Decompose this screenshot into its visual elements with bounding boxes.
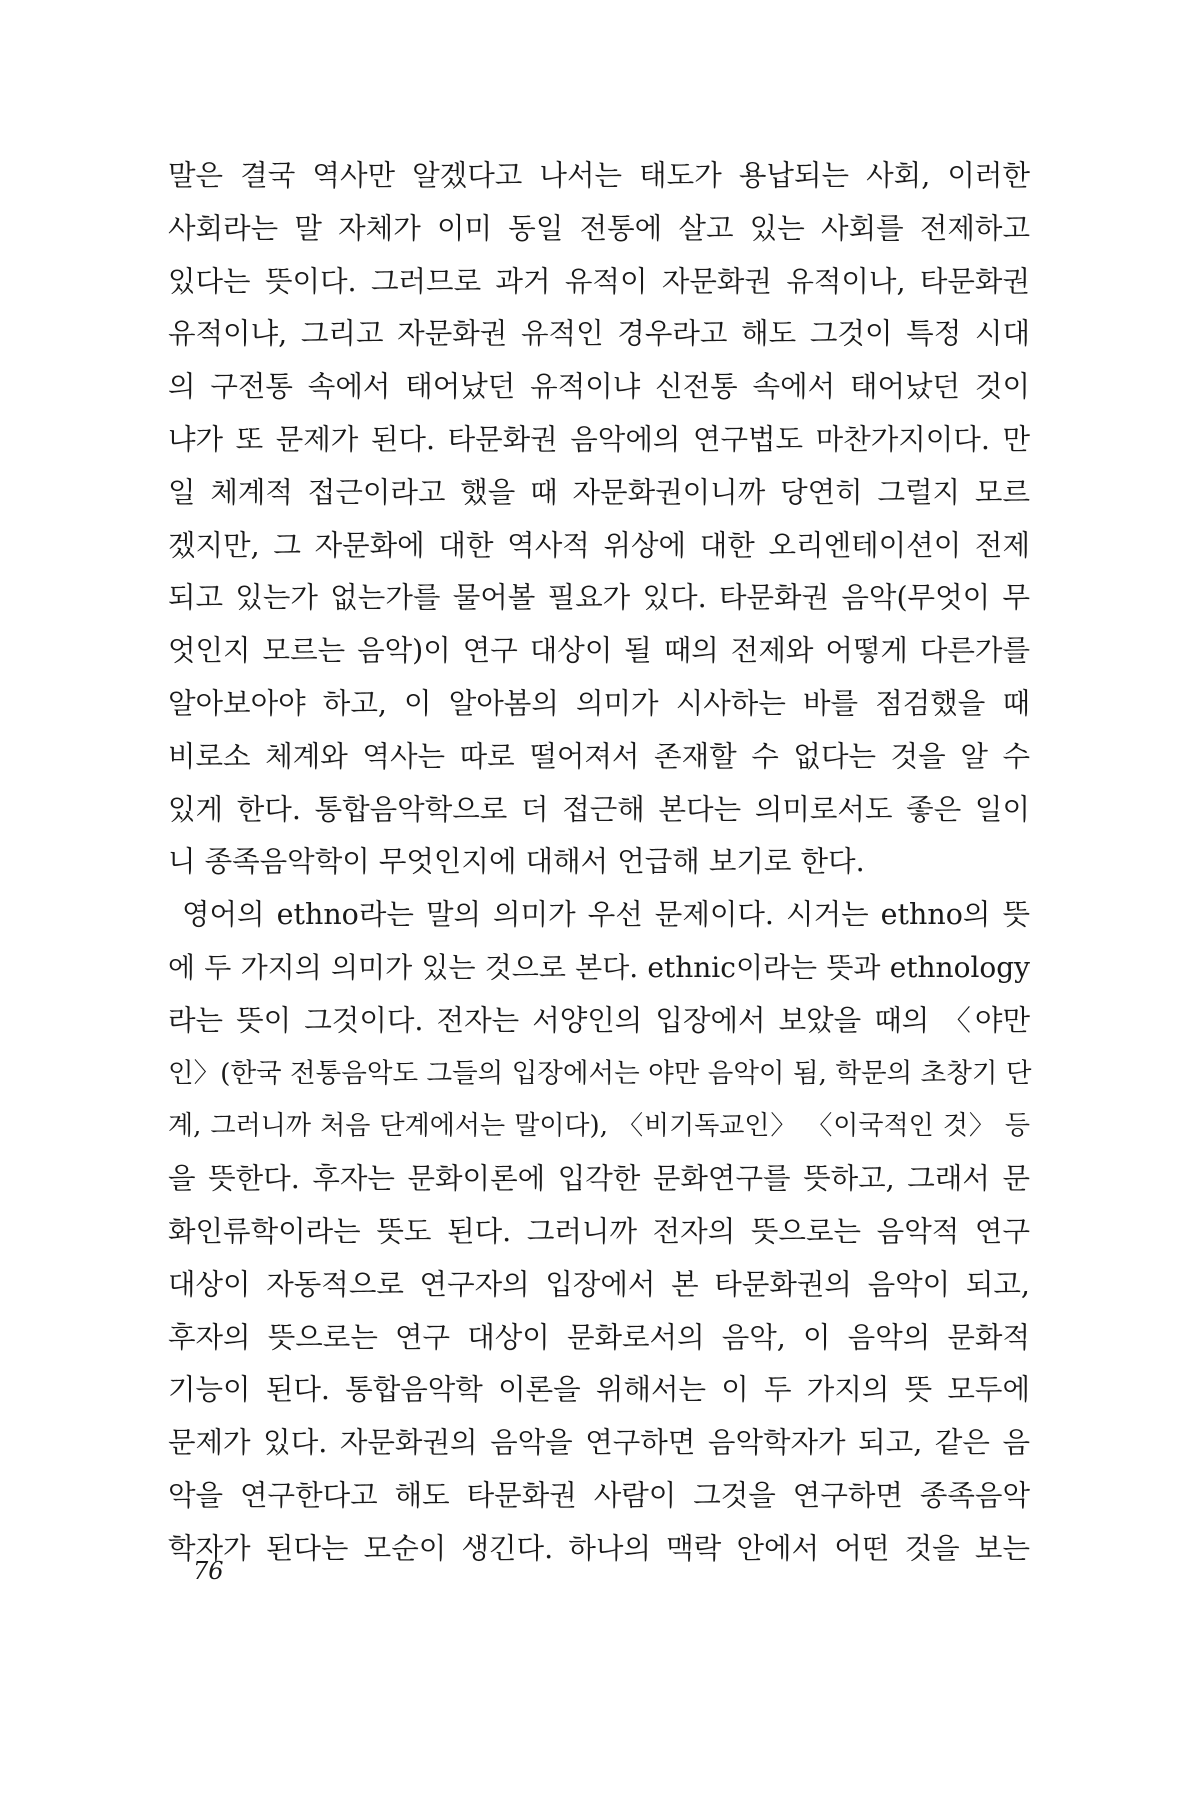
text-line: 학자가 된다는 모순이 생긴다. 하나의 맥락 안에서 어떤 것을 보는: [168, 1531, 1030, 1565]
paragraph-end-line: 니 종족음악학이 무엇인지에 대해서 언급해 보기로 한다.: [168, 845, 865, 879]
text-line: 기능이 된다. 통합음악학 이론을 위해서는 이 두 가지의 뜻 모두에: [168, 1373, 1030, 1407]
text-line: 을 뜻한다. 후자는 문화이론에 입각한 문화연구를 뜻하고, 그래서 문: [168, 1162, 1030, 1196]
text-line: 화인류학이라는 뜻도 된다. 그러니까 전자의 뜻으로는 음악적 연구: [168, 1214, 1030, 1248]
text-line: 문제가 있다. 자문화권의 음악을 연구하면 음악학자가 되고, 같은 음: [168, 1426, 1030, 1460]
text-line: 의 구전통 속에서 태어났던 유적이냐 신전통 속에서 태어났던 것이: [168, 370, 1030, 404]
text-line: 유적이냐, 그리고 자문화권 유적인 경우라고 해도 그것이 특정 시대: [168, 317, 1030, 351]
text-line: 악을 연구한다고 해도 타문화권 사람이 그것을 연구하면 종족음악: [168, 1478, 1030, 1512]
text-line: 알아보아야 하고, 이 알아봄의 의미가 시사하는 바를 점검했을 때: [168, 686, 1030, 720]
text-line: 후자의 뜻으로는 연구 대상이 문화로서의 음악, 이 음악의 문화적: [168, 1320, 1030, 1354]
text-line: 있게 한다. 통합음악학으로 더 접근해 본다는 의미로서도 좋은 일이: [168, 792, 1030, 826]
text-line: 에 두 가지의 의미가 있는 것으로 본다. ethnic이라는 뜻과 ethnology: [168, 950, 1030, 984]
text-line: 일 체계적 접근이라고 했을 때 자문화권이니까 당연히 그럴지 모르: [168, 475, 1030, 509]
text-line: 있다는 뜻이다. 그러므로 과거 유적이 자문화권 유적이나, 타문화권: [168, 264, 1030, 298]
text-line: 엇인지 모르는 음악)이 연구 대상이 될 때의 전제와 어떻게 다른가를: [168, 634, 1030, 668]
paragraph-start-line: 영어의 ethno라는 말의 의미가 우선 문제이다. 시거는 ethno의 뜻: [182, 898, 1030, 932]
text-line: 말은 결국 역사만 알겠다고 나서는 태도가 용납되는 사회, 이러한: [168, 159, 1030, 192]
text-line: 인〉(한국 전통음악도 그들의 입장에서는 야만 음악이 됨, 학문의 초창기 단: [168, 1057, 1032, 1089]
text-line: 대상이 자동적으로 연구자의 입장에서 본 타문화권의 음악이 되고,: [168, 1267, 1030, 1301]
body-text: [168, 150, 1030, 1576]
text-line: 계, 그러니까 처음 단계에서는 말이다), 〈비기독교인〉 〈이국적인 것〉 등: [168, 1111, 1030, 1142]
text-line: 되고 있는가 없는가를 물어볼 필요가 있다. 타문화권 음악(무엇이 무: [168, 581, 1030, 615]
text-line: 라는 뜻이 그것이다. 전자는 서양인의 입장에서 보았을 때의 〈야만: [168, 1003, 1030, 1037]
page-number: 76: [193, 1557, 224, 1585]
text-line: 사회라는 말 자체가 이미 동일 전통에 살고 있는 사회를 전제하고: [168, 211, 1030, 245]
text-line: 겠지만, 그 자문화에 대한 역사적 위상에 대한 오리엔테이션이 전제: [168, 528, 1030, 562]
text-line: 냐가 또 문제가 된다. 타문화권 음악에의 연구법도 마찬가지이다. 만: [168, 422, 1030, 456]
text-line: 비로소 체계와 역사는 따로 떨어져서 존재할 수 없다는 것을 알 수: [168, 739, 1030, 773]
